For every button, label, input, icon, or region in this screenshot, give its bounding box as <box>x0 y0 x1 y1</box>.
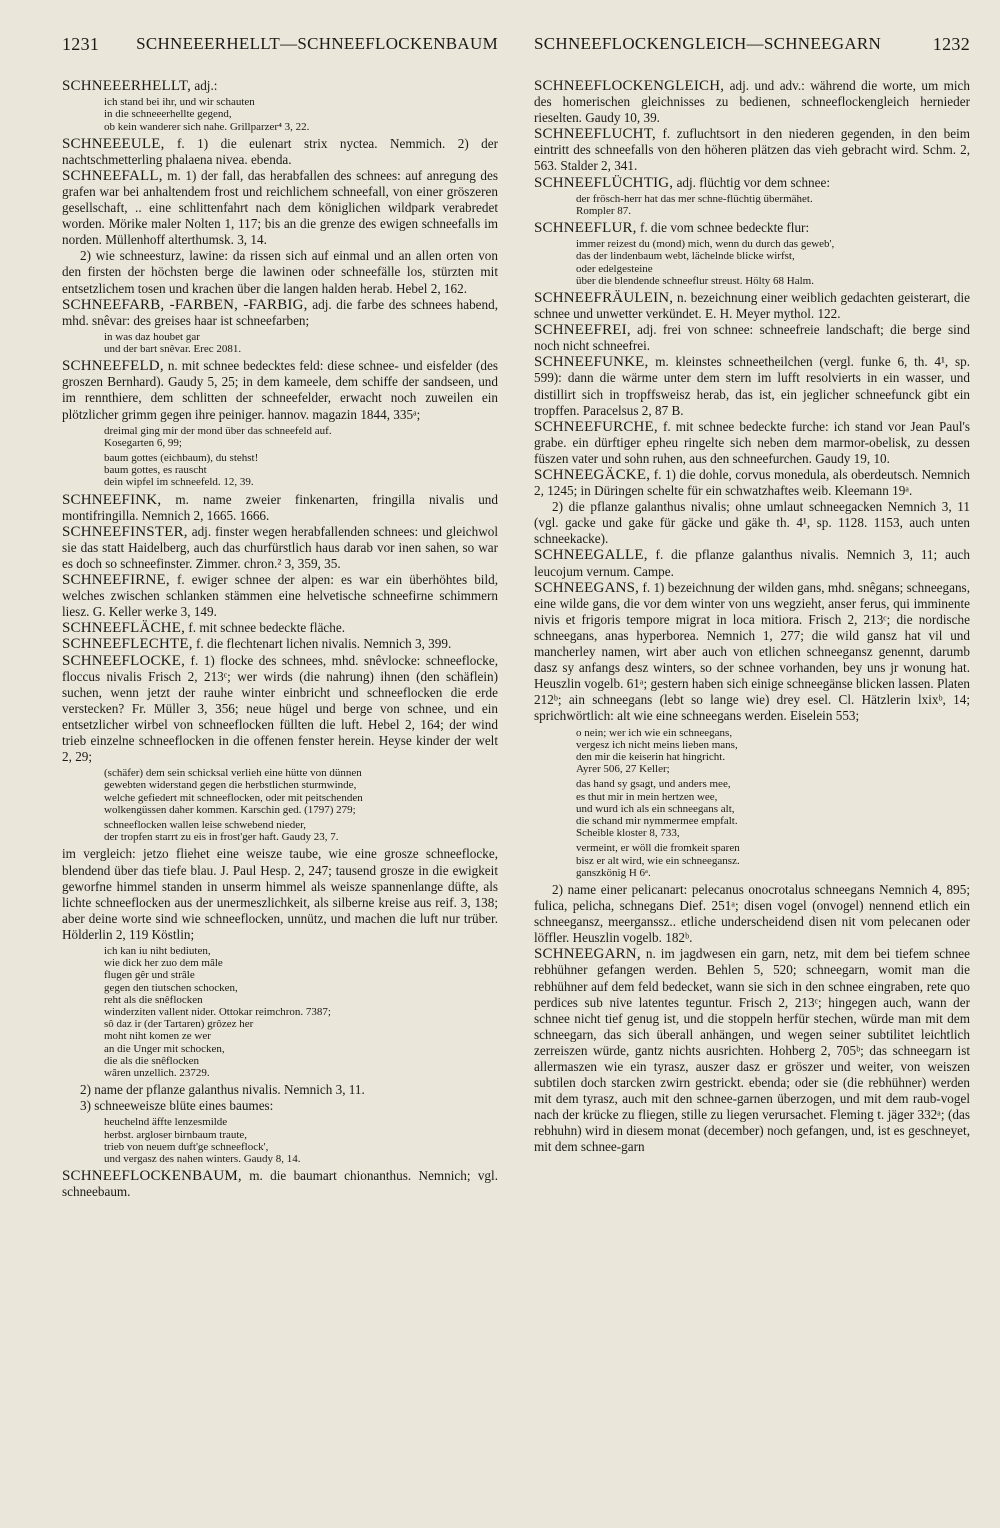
dictionary-entry <box>534 467 970 499</box>
dictionary-entry <box>62 136 498 168</box>
headword: SCHNEEFLECHTE, <box>62 636 193 653</box>
headword: SCHNEEFLÄCHE, <box>62 620 186 637</box>
entry-text: n. mit schnee bedecktes feld: diese schnee- und eisfelder (des groszen Bernhard). Gaudy 5, 25; in dem kameele, dem schiffe der sandseen, und im rennthiere, dem schlitten der schneefelder, erwacht noch zuweilen ein plötzlicher grimm gegen ihre peiniger. hannov. magazin 1844, 335ᵃ; <box>62 358 498 422</box>
entry-text: f. die pflanze galanthus nivalis. Nemnich 3, 11; auch leucojum vernum. Campe. <box>534 547 970 579</box>
headword: SCHNEEFURCHE, <box>534 418 658 435</box>
right-running-title: SCHNEEFLOCKENGLEICH—SCHNEEGARN <box>534 34 882 53</box>
headword: SCHNEEERHELLT, <box>62 78 192 94</box>
entry-text: n. bezeichnung einer weiblich gedachten geisterart, die schnee und unwetter verkündet. E. H. Meyer mythol. 122. <box>534 289 970 322</box>
dictionary-entry <box>534 419 970 467</box>
dictionary-entry <box>534 126 970 174</box>
headword: SCHNEEFALL, <box>62 167 163 184</box>
entry-continuation: 2) wie schneesturz, lawine: da rissen sich auf einmal und an allen orten von den firsten der höchsten berge die lawinen oder schneefälle los, stürzten mit entsetzlichem tosen und krachen über die langen halden herab. Hebel 2, 162. <box>62 248 498 296</box>
entry-continuation: 2) die pflanze galanthus nivalis; ohne umlaut schneegacken Nemnich 3, 11 (vgl. gacke und gake für gäcke und gäke th. 4¹, sp. 1128. 1153, auch unten schneekacke). <box>534 499 970 547</box>
entry-text: m. die baumart chionanthus. Nemnich; vgl. schneebaum. <box>62 1168 498 1200</box>
left-running-title: SCHNEEERHELLT—SCHNEEFLOCKENBAUM <box>136 34 498 53</box>
dictionary-entry <box>62 297 498 329</box>
headword: SCHNEEFRÄULEIN, <box>534 289 674 306</box>
entry-text: f. die flechtenart lichen nivalis. Nemnich 3, 399. <box>192 636 452 652</box>
headword: SCHNEEFLOCKE, <box>62 652 186 669</box>
dictionary-entry <box>62 168 498 248</box>
running-header <box>62 34 970 78</box>
right-column <box>516 78 970 1200</box>
headword: SCHNEEFELD, <box>62 358 164 375</box>
entry-text: adj. flüchtig vor dem schnee: <box>673 174 831 190</box>
verse-quotation: baum gottes (eichbaum), du stehst! baum gottes, es rauscht dein wipfel im schneefeld. 12, 39. <box>104 452 259 489</box>
entry-text: f. 1) bezeichnung der wilden gans, mhd. snêgans; schneegans, eine wilde gans, die vor dem winter von uns wegzieht, anser ferus, qui imminente nivis et frigoris tempore migrat in loca mitiora. Frisch 2, 213ᶜ; die nordische schneegans, anas hyperborea. Nemnich 1, 277; die wild gansz hat vil und mancherley namen, wirt aber auch von etlichen schneegansz genennt, darumb dasz sy anfangs desz winters, so der schnee vorhanden, bey uns jr wonung hat. Heuszlin vogelb. 61ᵃ; gestern haben sich einige schneegänse blicken lassen. Platen 212ᵇ; ain schneegans (lebt so lange wie) drey esel. Cl. Hätzlerin lxixᵇ, 14; sprichwörtlich: alt wie eine schneegans werden. Eiselein 553; <box>534 579 970 724</box>
dictionary-entry <box>534 220 970 236</box>
dictionary-entry <box>62 78 498 94</box>
verse-quotation: schneeflocken wallen leise schwebend nieder, der tropfen starrt zu eis in frost'ger haft. Gaudy 23, 7. <box>104 819 339 844</box>
left-page-number: 1231 <box>62 34 100 54</box>
headword: SCHNEEFINSTER, <box>62 523 188 540</box>
dictionary-entry <box>62 636 498 652</box>
headword: SCHNEEEULE, <box>62 135 165 152</box>
entry-text: adj. und adv.: während die worte, um mich des homerischen gleichnisses zu bedienen, schneeflockengleich hernieder rieselten. Gaudy 10, 39. <box>534 78 970 126</box>
entry-text: f. zufluchtsort in den niederen gegenden, in den beim eintritt des schneefalls von den höheren plätzen das vieh gebracht wird. Schm. 2, 563. Stalder 2, 341. <box>534 126 970 174</box>
entry-continuation: im vergleich: jetzo fliehet eine weisze taube, wie eine grosze schneeflocke, blendend über das tiefe blau. J. Paul Hesp. 2, 247; tausend grosze in die ewigkeit geworfne himmel standen in unserm himmel als weisze spannenlange düfte, als lichte schneeflocken aus der unermeszlichkeit, als silberne kreise aus reif. 3, 138; aber deine worte sind wie schneeflocken, unnütz, und machen die luft nur trüber. Hölderlin 2, 119 Köstlin; <box>62 846 498 942</box>
right-page-number: 1232 <box>932 34 970 54</box>
entry-text: adj.: <box>191 78 218 93</box>
entry-text: m. 1) der fall, das herabfallen des schnees: auf anregung des grafen war bei anhaltendem frost und reichlichem schneefall, von einer gröszeren gesellschaft, .. eine schlittenfahrt nach dem königlichen wildpark verabredet worden. Mörike maler Nolten 1, 117; bis an die grenze des ewigen schneefalls im norden. Müllenhoff alterthumsk. 3, 14. <box>62 167 498 248</box>
dictionary-entry <box>62 653 498 766</box>
verse-quotation: der frösch-herr hat das mer schne-flüchtig übermähet. Rompler 87. <box>576 192 813 217</box>
dictionary-entry <box>534 78 970 126</box>
entry-continuation: 2) name einer pelicanart: pelecanus onocrotalus schneegans Nemnich 4, 895; fulica, pelicha, schnegans Dief. 251ᵃ; disen vogel (onvogel) nennend etlich ein schneegansz, meerganssz.. etliche underscheidend disen nit vom pelecanen oder löffler. Heuszlin vogelb. 182ᵇ. <box>534 881 970 946</box>
headword: SCHNEEFLUR, <box>534 220 637 237</box>
entry-text: f. ewiger schnee der alpen: es war ein überhöhtes bild, welches zwischen schlanken stämmen eine helvetische schneefirne schimmern liesz. G. Keller werke 3, 149. <box>62 572 498 620</box>
headword: SCHNEEFLOCKENGLEICH, <box>534 78 725 94</box>
dictionary-entry <box>62 1168 498 1200</box>
dictionary-entry <box>534 175 970 191</box>
entry-continuation: 2) name der pflanze galanthus nivalis. Nemnich 3, 11. <box>80 1082 365 1098</box>
left-column <box>62 78 516 1200</box>
headword: SCHNEEGÄCKE, <box>534 467 651 483</box>
dictionary-entry <box>534 354 970 418</box>
dictionary-entry <box>534 322 970 354</box>
entry-text: f. 1) die eulenart strix nyctea. Nemmich. 2) der nachtschmetterling phalaena nivea. ebenda. <box>62 135 498 167</box>
entry-text: f. die vom schnee bedeckte flur: <box>636 220 810 236</box>
entry-text: adj. frei von schnee: schneefreie landschaft; die berge sind noch nicht schneefrei. <box>534 322 970 354</box>
verse-quotation: vermeint, er wöll die fromkeit sparen bisz er alt wird, wie ein schneegansz. ganszkönig H 6ᵃ. <box>576 842 740 879</box>
left-header <box>62 34 516 55</box>
entry-text: f. mit schnee bedeckte fläche. <box>185 620 346 636</box>
headword: SCHNEEGALLE, <box>534 547 648 564</box>
entry-text: m. name zweier finkenarten, fringilla nivalis und montifringilla. Nemnich 2, 1665. 1666. <box>62 491 498 523</box>
entry-continuation: 3) schneeweisze blüte eines baumes: <box>80 1098 274 1114</box>
verse-quotation: ich kan iu niht bediuten, wie dick her zuo dem mâle flugen gêr und strâle gegen den tiutschen schocken, reht als die snêflocken winderziten vallent nider. Ottokar reimchron. 7387; sô daz ir (der Tartaren) grôzez her moht niht komen ze wer an die Unger mit schocken, die als die snêflocken wâren unzellich. 23729. <box>104 945 331 1080</box>
dictionary-entry <box>62 620 498 636</box>
dictionary-entry <box>534 580 970 725</box>
entry-text: adj. die farbe des schnees habend, mhd. snêvar: des greises haar ist schneefarben; <box>62 296 499 328</box>
headword: SCHNEEFREI, <box>534 322 631 339</box>
text-columns <box>62 78 970 1200</box>
dictionary-entry <box>534 547 970 579</box>
verse-quotation: dreimal ging mir der mond über das schneefeld auf. Kosegarten 6, 99; <box>104 424 332 449</box>
entry-text: f. mit schnee bedeckte furche: ich stand vor Jean Paul's grabe. ein dürftiger epheu ringelte sich neben dem marmor-obelisk, zu dessen füszen vater und sohn ruhen, aus den schneefurchen. Gaudy 19, 10. <box>534 418 970 466</box>
entry-text: f. 1) die dohle, corvus monedula, als oberdeutsch. Nemnich 2, 1245; in Düringen schelte für ein schwatzhaftes weib. Kleemann 19ᵃ. <box>534 467 970 499</box>
headword: SCHNEEGARN, <box>534 946 641 963</box>
verse-quotation: o nein; wer ich wie ein schneegans, vergesz ich nicht meins lieben mans, den mir die keiserin hat hingricht. Ayrer 506, 27 Keller; <box>576 726 738 776</box>
verse-quotation: heuchelnd äffte lenzesmilde herbst. argloser birnbaum traute, trieb von neuem duft'ge schneeflock', und vergasz des nahen winters. Gaudy 8, 14. <box>104 1116 301 1166</box>
dictionary-entry <box>62 524 498 572</box>
entry-text: n. im jagdwesen ein garn, netz, mit dem bei tiefem schnee rebhühner gefangen werden. Behlen 5, 520; schneegarn, womit man die rebhühner auf dem feld bedecket, wann sie sich in den schnee eingraben, rete quo perdices sub nive latentes teguntur. Frisch 2, 213ᶜ; hingegen auch, wann der schnee nicht tief genug ist, und die stoppeln herfür stechen, würde man mit dem schneegarn, das sich überall anhängen, und wegen seiner subtilitet leichtlich zerreiszen würde, gantz nichts ausrichten. Hohberg 2, 705ᵇ; das schneegarn ist allermaszen wie ein tyrasz, auszer dasz er gröszer und weiter, von weiszen subtilen doch starcken zwirn gestrickt. ebenda; oder sie (die rebhühner) werden mit dem tyrasz, auch mit den schnee-garnen überzogen, und mit dem raub-vogel nach der krücke zu fliegen, stille zu liegen verursachet. Fleming t. jäger 332ᵃ; (das rebhuhn) wird in diesem monat (december) noch gefangen, und, ist es geschneyet, mit dem schnee-garn <box>534 946 970 1155</box>
headword: SCHNEEFLOCKENBAUM, <box>62 1168 242 1185</box>
verse-quotation: ich stand bei ihr, und wir schauten in die schneeerhellte gegend, ob kein wanderer sich nahe. Grillparzer⁴ 3, 22. <box>104 96 310 133</box>
headword: SCHNEEFLÜCHTIG, <box>534 174 674 191</box>
verse-quotation: immer reizest du (mond) mich, wenn du durch das geweb', das der lindenbaum webt, lächelnde blicke wirfst, oder edelgesteine über die blendende schneeflur streust. Hölty 68 Halm. <box>576 238 835 287</box>
verse-quotation: (schäfer) dem sein schicksal verlieh eine hütte von dünnen gewebten widerstand gegen die herbstlichen sturmwinde, welche gefiedert mit schneeflocken, oder mit peitschenden wolkengüssen daher kommen. Karschin ged. (1797) 279; <box>104 767 363 816</box>
dictionary-entry <box>62 358 498 422</box>
dictionary-entry <box>534 290 970 322</box>
headword: SCHNEEFARB, -FARBEN, -FARBIG, <box>62 296 308 313</box>
right-header <box>516 34 970 55</box>
headword: SCHNEEFINK, <box>62 491 162 508</box>
dictionary-entry <box>62 492 498 524</box>
entry-text: f. 1) flocke des schnees, mhd. snêvlocke: schneeflocke, floccus nivalis Frisch 2, 213ᶜ; wer wirds (die nahrung) ihnen (den schäflein) suchen, wenn jetzt der rauhe winter einbricht und schneeflocken die erde verstecken? Fr. Müller 3, 356; neue hügel und berge von schnee, und ein entsetzlicher wirbel von schneeflocken füllten die luft. Hebel 2, 164; der wind trieb einzelne schneeflocken in die offenen fenster herein. Heyse kinder der welt 2, 29; <box>62 652 498 765</box>
verse-quotation: in was daz houbet gar und der bart snêvar. Erec 2081. <box>104 330 242 356</box>
entry-text: adj. finster wegen herabfallenden schnees: und gleichwol sie das statt Haidelberg, auch das churfürstlich haus darab vor inen sahen, so war es doch so schneefinster. Zimmer. chron.² 3, 359, 35. <box>62 523 498 571</box>
dictionary-entry <box>62 572 498 620</box>
entry-text: m. kleinstes schneetheilchen (vergl. funke 6, th. 4¹, sp. 599): dann die wärme unter dem stern im lufft resolvierts in ein wasser, und distillirt sich in tropffsweisz herab, das ist, ein jeglicher schneefunck gibt ein tropffen. Paracelsus 2, 87 B. <box>534 354 970 418</box>
dictionary-entry <box>534 946 970 1155</box>
headword: SCHNEEFLUCHT, <box>534 126 656 143</box>
headword: SCHNEEFUNKE, <box>534 354 649 371</box>
headword: SCHNEEGANS, <box>534 579 640 596</box>
headword: SCHNEEFIRNE, <box>62 572 170 589</box>
verse-quotation: das hand sy gsagt, und anders mee, es thut mir in mein hertzen wee, und wurd ich als ein schneegans alt, die schand mir nymmermee empfalt. Scheible kloster 8, 733, <box>576 778 738 840</box>
